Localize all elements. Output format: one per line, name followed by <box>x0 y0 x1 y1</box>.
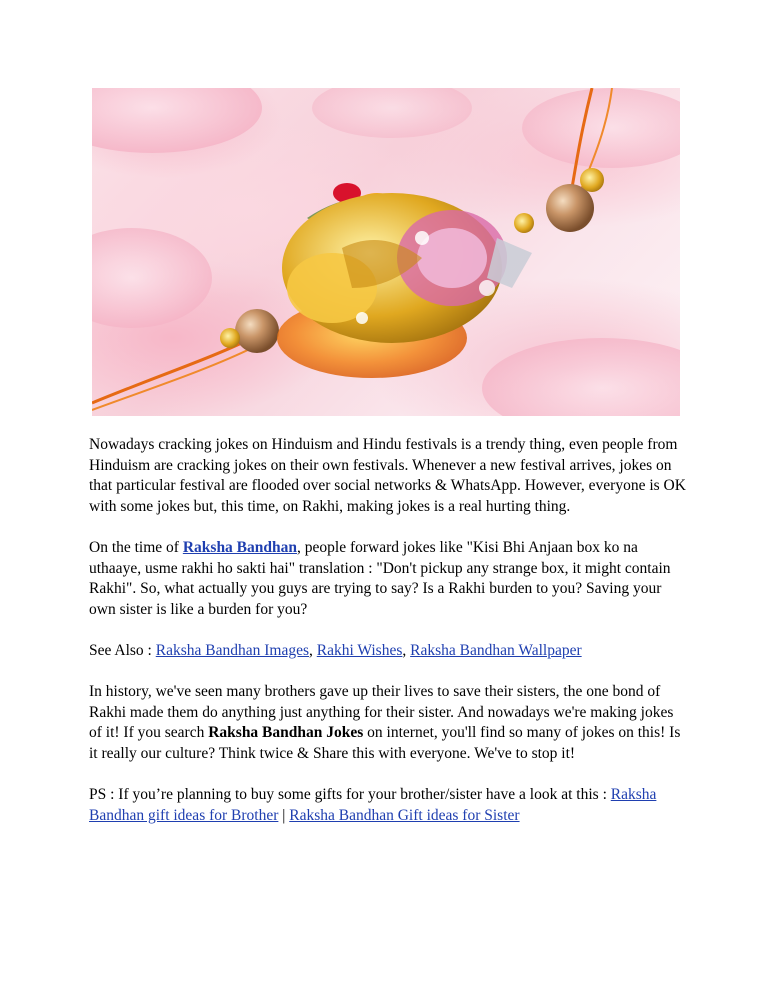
article-body <box>89 435 689 847</box>
rakhi-wishes-link[interactable]: Rakhi Wishes <box>316 641 403 659</box>
raksha-bandhan-jokes-bold: Raksha Bandhan Jokes <box>208 724 364 742</box>
paragraph-history: In history, we've seen many brothers gave up their lives to save their sisters, the one bond of Rakhi made them do anything just anything for their sister. And nowadays we're making jokes of it! If you search Raksha Bandhan Jokes on internet, you'll find so many of jokes on this! Is it really our culture? Think twice & Share this with everyone. We've to stop it! <box>89 683 681 762</box>
paragraph-ps: PS : If you’re planning to buy some gifts for your brother/sister have a look at this : Raksha Bandhan gift ideas for Brother | Raksha Bandhan Gift ideas for Sister <box>89 786 657 824</box>
gift-ideas-sister-link[interactable]: Raksha Bandhan Gift ideas for Sister <box>289 806 520 824</box>
see-also-line: See Also : Raksha Bandhan Images, Rakhi Wishes, Raksha Bandhan Wallpaper <box>89 641 582 659</box>
rakhi-illustration <box>92 88 680 416</box>
rakhi-photo <box>92 88 680 416</box>
paragraph-intro: Nowadays cracking jokes on Hinduism and Hindu festivals is a trendy thing, even people from Hinduism are cracking jokes on their own festivals. Whenever a new festival arrives, jokes on that particular festival are flooded over social networks & WhatsApp. However, everyone is OK with some jokes but, this time, on Rakhi, making jokes is a real hurting thing. <box>89 436 686 515</box>
raksha-bandhan-images-link[interactable]: Raksha Bandhan Images <box>155 641 309 659</box>
raksha-bandhan-wallpaper-link[interactable]: Raksha Bandhan Wallpaper <box>410 641 582 659</box>
paragraph-jokes: On the time of Raksha Bandhan, people forward jokes like "Kisi Bhi Anjaan box ko na uthaaye, usme rakhi ho sakti hai" translation : "Don't pickup any strange box, it might contain Rakhi". So, what actually you guys are trying to say? Is a Rakhi burden to you? Saving your own sister is like a burden for you? <box>89 538 671 618</box>
gift-ideas-brother-link[interactable]: Raksha Bandhan gift ideas for Brother <box>89 786 657 824</box>
raksha-bandhan-link[interactable]: Raksha Bandhan <box>182 538 298 556</box>
